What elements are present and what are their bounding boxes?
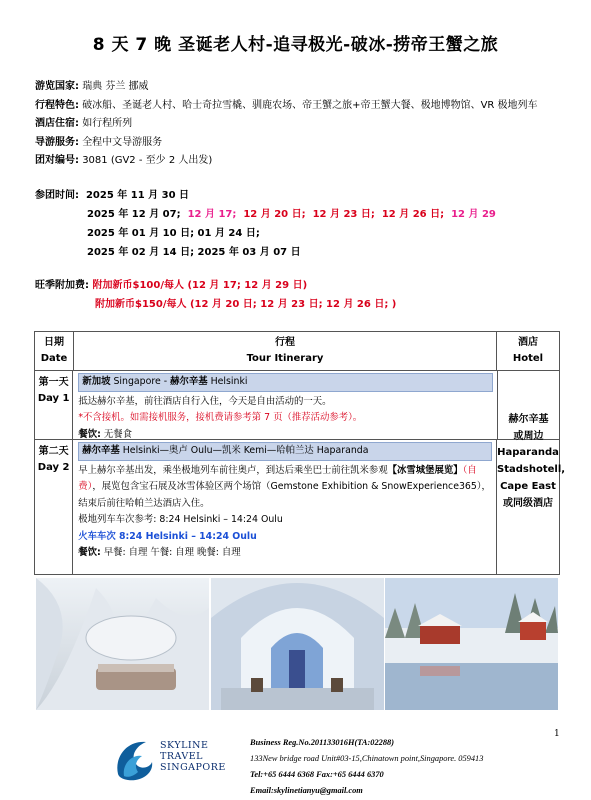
info-value: 3081 (GV2 - 至少 2 人出发) <box>82 155 213 166</box>
company-phone: Tel:+65 6444 6368 Fax:+65 6444 6370 <box>250 770 384 779</box>
route-rest: Helsinki—奥卢 Oulu—凯米 Kemi—哈帕兰达 Haparanda <box>119 445 369 456</box>
info-features <box>35 97 538 116</box>
date-item: 12 月 29 <box>451 209 496 220</box>
desc-text: 早上赫尔辛基出发，乘坐极地列车前往奥卢，到达后乘坐巴士前往凯米参观 <box>78 464 388 476</box>
header-label: Date <box>40 353 68 364</box>
page-number: 1 <box>554 729 560 739</box>
route-city: 新加坡 <box>82 376 111 387</box>
desc-text: ，展览包含宝石展及冰雪体验区两个场馆（Gemstone Exhibition & SnowExperience365），结束后前往哈帕兰达酒店入住。 <box>78 481 491 509</box>
departure-dates <box>35 186 496 262</box>
peak-surcharge <box>35 276 396 314</box>
meal-label: 餐饮: <box>78 428 101 440</box>
info-label: 导游服务: <box>35 136 79 148</box>
departure-line: 2025 年 11 月 30 日 <box>85 190 190 201</box>
desc-self-pay: （自费） <box>78 464 477 492</box>
day-label-cn: 第一天 <box>38 377 69 388</box>
route-city: 赫尔辛基 <box>170 376 208 387</box>
header-label: Tour Itinerary <box>246 353 324 364</box>
ice-sculpture-photo <box>36 578 209 710</box>
info-label: 游览国家: <box>35 81 79 92</box>
header-label: 日期 <box>44 337 64 348</box>
peak-label: 旺季附加费: <box>35 280 89 291</box>
logo-line: SKYLINE <box>160 740 209 751</box>
day-1-row <box>35 371 559 440</box>
logo-line: TRAVEL <box>160 751 203 762</box>
day-label-en: Day 2 <box>37 462 70 473</box>
day-1-description: 抵达赫尔辛基，前往酒店自行入住，今天是自由活动的一天。 <box>78 395 332 407</box>
departure-line-4: 2025 年 02 月 14 日; 2025 年 03 月 07 日 <box>87 247 301 258</box>
date-item: 12 月 17; <box>187 209 237 220</box>
company-email: Email:skylinetianyu@gmail.com <box>250 786 363 795</box>
page-title: 8 天 7 晚 圣诞老人村-追寻极光-破冰-捞帝王蟹之旅 <box>92 35 499 55</box>
day-1-label <box>35 371 73 439</box>
day-label-en: Day 1 <box>37 393 70 404</box>
info-label: 团对编号: <box>35 155 79 166</box>
table-header <box>35 332 559 371</box>
ice-hall-photo <box>211 578 384 710</box>
day-1-itinerary <box>73 371 498 439</box>
date-item: 12 月 23 日; <box>312 209 375 220</box>
ice-sculpture-image <box>36 578 209 710</box>
meal-value: 早餐: 自理 午餐: 自理 晚餐: 自理 <box>103 547 241 558</box>
winter-lake-image <box>385 578 558 710</box>
info-group-code <box>35 152 538 171</box>
day-2-hotel: Haparanda Stadshotell, Cape East 或同级酒店 <box>497 447 566 509</box>
desc-highlight: 【冰雪城堡展览】 <box>387 464 463 476</box>
ice-hall-image <box>211 578 384 710</box>
route-city-en: Singapore - <box>110 376 171 387</box>
date-item: 12 月 20 日; <box>243 209 306 220</box>
day-2-description <box>78 463 492 513</box>
header-label: 行程 <box>275 337 295 348</box>
day-2-route <box>78 442 492 461</box>
day-2-meals <box>78 545 492 562</box>
meal-label: 餐饮: <box>78 547 101 558</box>
day-2-itinerary <box>73 440 497 574</box>
logo-line: SINGAPORE <box>160 762 226 773</box>
day-2-label <box>35 440 73 574</box>
day-1-route <box>78 373 493 392</box>
info-value: 破冰船、圣诞老人村、哈士奇拉雪橇、驯鹿农场、帝王蟹之旅+帝王蟹大餐、极地博物馆、VR 极地列车 <box>82 99 538 111</box>
info-value: 如行程所列 <box>82 118 133 129</box>
date-item: 2025 年 12 月 07; <box>87 209 181 220</box>
info-label: 酒店住宿: <box>35 118 79 129</box>
info-countries <box>35 78 538 97</box>
info-guide <box>35 134 538 153</box>
winter-lake-photo <box>385 578 558 710</box>
logo-text <box>160 740 226 773</box>
date-item: 12 月 26 日; <box>381 209 445 220</box>
trip-info <box>35 78 538 171</box>
info-value: 瑞典 芬兰 挪威 <box>82 81 149 92</box>
peak-line: 附加新币$100/每人 (12 月 17; 12 月 29 日) <box>92 280 308 291</box>
day-1-note: *不含接机。如需接机服务，接机费请参考第 7 页（推荐活动参考）。 <box>78 412 363 423</box>
itinerary-table <box>34 331 566 575</box>
header-hotel <box>497 332 559 370</box>
route-city: 赫尔辛基 <box>82 445 120 456</box>
departure-line-2 <box>35 205 496 224</box>
day-1-hotel: 赫尔辛基 或周边 <box>508 414 549 442</box>
day-2-row <box>35 440 566 574</box>
train-schedule: 火车车次 8:24 Helsinki – 14:24 Oulu <box>78 530 257 542</box>
info-hotel <box>35 115 538 134</box>
info-value: 全程中文导游服务 <box>82 136 163 148</box>
route-city-en: Helsinki <box>207 376 248 387</box>
header-itinerary <box>74 332 497 370</box>
train-reference: 极地列车车次参考: 8:24 Helsinki – 14:24 Oulu <box>78 514 283 525</box>
day-label-cn: 第二天 <box>38 446 69 457</box>
departure-line-3: 2025 年 01 月 10 日; 01 月 24 日; <box>87 228 260 239</box>
header-date <box>35 332 74 370</box>
company-contact <box>250 735 483 799</box>
header-label: 酒店 <box>518 337 538 348</box>
peak-line: 附加新币$150/每人 (12 月 20 日; 12 月 23 日; 12 月 26 日; ) <box>95 299 397 310</box>
company-address: 133New bridge road Unit#03-15,Chinatown point,Singapore. 059413 <box>250 754 484 763</box>
meal-value: 无餐食 <box>100 428 132 440</box>
departure-label: 参团时间: <box>35 190 79 201</box>
header-label: Hotel <box>512 353 544 364</box>
business-reg: Business Reg.No.201133016H(TA:02288) <box>250 738 395 747</box>
photo-strip <box>36 578 558 710</box>
info-label: 行程特色: <box>35 99 79 111</box>
